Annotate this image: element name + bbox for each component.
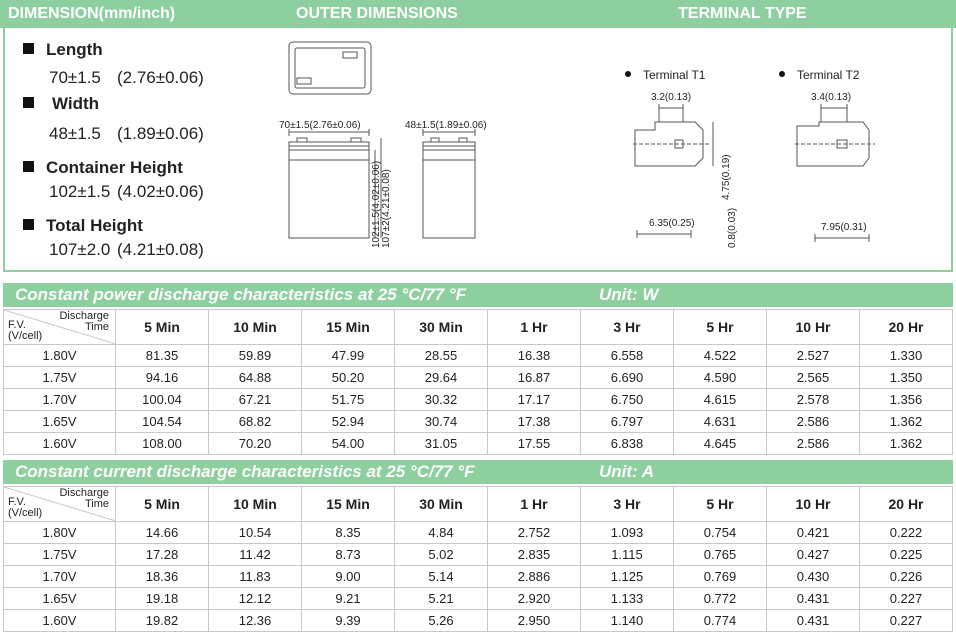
column-header: 15 Min (302, 487, 395, 522)
table-cell: 2.835 (488, 544, 581, 566)
table-cell: 6.797 (581, 411, 674, 433)
outer-dimensions-title: OUTER DIMENSIONS (296, 5, 458, 22)
table-cell: 5.02 (395, 544, 488, 566)
table-cell: 0.227 (860, 588, 953, 610)
column-header: 20 Hr (860, 487, 953, 522)
table-cell: 2.586 (767, 433, 860, 455)
table-cell: 2.527 (767, 345, 860, 367)
terminal-t1-label: Terminal T1 (625, 68, 705, 82)
table-cell: 1.125 (581, 566, 674, 588)
table-cell: 1.330 (860, 345, 953, 367)
terminal-t1-thickness (721, 200, 741, 260)
table-cell: 4.522 (674, 345, 767, 367)
column-header: 1 Hr (488, 310, 581, 345)
front-width-label: 70±1.5(2.76±0.06) (279, 120, 361, 131)
table-cell: 0.769 (674, 566, 767, 588)
table-cell: 6.690 (581, 367, 674, 389)
table-cell: 1.350 (860, 367, 953, 389)
table-cell: 4.615 (674, 389, 767, 411)
table-cell: 8.35 (302, 522, 395, 544)
final-voltage-cell: 1.70V (4, 566, 116, 588)
dimension-title: DIMENSION(mm/inch) (8, 5, 176, 22)
final-voltage-cell: 1.80V (4, 522, 116, 544)
terminal-type-title: TERMINAL TYPE (678, 5, 807, 22)
table-row (4, 522, 953, 544)
table-cell: 1.362 (860, 433, 953, 455)
table-cell: 5.14 (395, 566, 488, 588)
table-cell: 0.772 (674, 588, 767, 610)
table-cell: 1.133 (581, 588, 674, 610)
final-voltage-cell: 1.65V (4, 411, 116, 433)
corner-cell: Discharge Time F.V. (V/cell) (4, 487, 116, 522)
table-cell: 0.222 (860, 522, 953, 544)
table-cell: 2.578 (767, 389, 860, 411)
current-table-band (3, 460, 953, 484)
spec-container-height: Container Height 102±1.5 (4.02±0.06) (23, 158, 183, 178)
table-cell: 31.05 (395, 433, 488, 455)
table-header-row (4, 487, 953, 522)
spec-width: Width 48±1.5 (1.89±0.06) (23, 94, 99, 114)
table-row (4, 588, 953, 610)
table-cell: 4.645 (674, 433, 767, 455)
terminal-t2-label: Terminal T2 (779, 68, 859, 82)
power-table-unit: Unit: W (599, 285, 659, 304)
table-cell: 2.752 (488, 522, 581, 544)
dimension-header-band (0, 0, 956, 28)
bullet-icon (23, 219, 34, 230)
final-voltage-cell: 1.70V (4, 389, 116, 411)
column-header: 1 Hr (488, 487, 581, 522)
outer-dimensions-drawing (273, 38, 513, 250)
table-cell: 1.140 (581, 610, 674, 632)
bullet-icon (23, 97, 34, 108)
dot-icon (625, 71, 631, 77)
table-cell: 11.83 (209, 566, 302, 588)
table-cell: 64.88 (209, 367, 302, 389)
column-header: 5 Min (116, 310, 209, 345)
current-discharge-table (3, 486, 953, 632)
column-header: 3 Hr (581, 487, 674, 522)
column-header: 5 Hr (674, 310, 767, 345)
t2-bottom-dim: 7.95(0.31) (821, 222, 867, 233)
column-header: 30 Min (395, 487, 488, 522)
table-cell: 9.21 (302, 588, 395, 610)
table-cell: 17.17 (488, 389, 581, 411)
t2-top-dim: 3.4(0.13) (811, 92, 852, 103)
column-header: 10 Hr (767, 487, 860, 522)
table-cell: 1.093 (581, 522, 674, 544)
table-cell: 0.765 (674, 544, 767, 566)
table-cell: 1.115 (581, 544, 674, 566)
table-cell: 6.558 (581, 345, 674, 367)
table-cell: 16.38 (488, 345, 581, 367)
current-table-unit: Unit: A (599, 462, 655, 481)
column-header: 3 Hr (581, 310, 674, 345)
front-view-outline (289, 129, 381, 238)
table-cell: 10.54 (209, 522, 302, 544)
table-cell: 4.84 (395, 522, 488, 544)
table-cell: 70.20 (209, 433, 302, 455)
table-cell: 2.920 (488, 588, 581, 610)
power-discharge-table (3, 309, 953, 455)
table-cell: 2.950 (488, 610, 581, 632)
table-cell: 68.82 (209, 411, 302, 433)
table-cell: 19.82 (116, 610, 209, 632)
table-cell: 50.20 (302, 367, 395, 389)
table-cell: 0.430 (767, 566, 860, 588)
table-cell: 12.12 (209, 588, 302, 610)
table-cell: 5.21 (395, 588, 488, 610)
table-cell: 18.36 (116, 566, 209, 588)
table-cell: 81.35 (116, 345, 209, 367)
table-cell: 17.28 (116, 544, 209, 566)
column-header: 20 Hr (860, 310, 953, 345)
final-voltage-cell: 1.65V (4, 588, 116, 610)
table-cell: 0.754 (674, 522, 767, 544)
final-voltage-cell: 1.75V (4, 367, 116, 389)
table-cell: 2.586 (767, 411, 860, 433)
table-cell: 1.356 (860, 389, 953, 411)
bullet-icon (23, 161, 34, 172)
table-cell: 0.774 (674, 610, 767, 632)
t1-bottom-dim: 6.35(0.25) (649, 218, 695, 229)
table-cell: 4.590 (674, 367, 767, 389)
table-cell: 47.99 (302, 345, 395, 367)
height-label-1: 102±1.5(4.02±0.06) (371, 160, 382, 248)
t1-top-dim: 3.2(0.13) (651, 92, 692, 103)
table-cell: 0.427 (767, 544, 860, 566)
spec-total-height: Total Height 107±2.0 (4.21±0.08) (23, 216, 143, 236)
column-header: 10 Min (209, 310, 302, 345)
t1-side-dim: 4.75(0.19) (721, 154, 732, 200)
table-header-row (4, 310, 953, 345)
dot-icon (779, 71, 785, 77)
table-cell: 8.73 (302, 544, 395, 566)
table-cell: 2.565 (767, 367, 860, 389)
height-label-2: 107±2(4.21±0.08) (381, 169, 392, 248)
table-cell: 30.32 (395, 389, 488, 411)
table-row (4, 566, 953, 588)
table-cell: 94.16 (116, 367, 209, 389)
t1-thick-dim: 0.8(0.03) (727, 207, 738, 248)
side-view-outline (423, 129, 475, 238)
table-cell: 9.39 (302, 610, 395, 632)
table-cell: 17.55 (488, 433, 581, 455)
final-voltage-cell: 1.60V (4, 610, 116, 632)
dimensions-panel (3, 28, 953, 272)
table-cell: 0.431 (767, 588, 860, 610)
table-cell: 17.38 (488, 411, 581, 433)
table-cell: 0.431 (767, 610, 860, 632)
table-cell: 0.227 (860, 610, 953, 632)
table-cell: 0.421 (767, 522, 860, 544)
power-table-band (3, 283, 953, 307)
table-cell: 0.225 (860, 544, 953, 566)
table-cell: 6.750 (581, 389, 674, 411)
corner-cell: Discharge Time F.V. (V/cell) (4, 310, 116, 345)
final-voltage-cell: 1.80V (4, 345, 116, 367)
table-cell: 9.00 (302, 566, 395, 588)
table-cell: 52.94 (302, 411, 395, 433)
table-row (4, 544, 953, 566)
side-width-label: 48±1.5(1.89±0.06) (405, 120, 487, 131)
table-cell: 104.54 (116, 411, 209, 433)
table-row (4, 411, 953, 433)
table-cell: 6.838 (581, 433, 674, 455)
column-header: 15 Min (302, 310, 395, 345)
table-cell: 11.42 (209, 544, 302, 566)
table-cell: 5.26 (395, 610, 488, 632)
table-row (4, 610, 953, 632)
column-header: 5 Min (116, 487, 209, 522)
table-cell: 100.04 (116, 389, 209, 411)
column-header: 10 Min (209, 487, 302, 522)
final-voltage-cell: 1.75V (4, 544, 116, 566)
table-cell: 54.00 (302, 433, 395, 455)
table-cell: 108.00 (116, 433, 209, 455)
column-header: 5 Hr (674, 487, 767, 522)
table-cell: 14.66 (116, 522, 209, 544)
table-cell: 12.36 (209, 610, 302, 632)
table-cell: 29.64 (395, 367, 488, 389)
table-cell: 2.886 (488, 566, 581, 588)
table-row (4, 389, 953, 411)
table-cell: 59.89 (209, 345, 302, 367)
terminal-t2-drawing (785, 86, 895, 246)
table-row (4, 433, 953, 455)
table-cell: 67.21 (209, 389, 302, 411)
table-row (4, 367, 953, 389)
table-cell: 28.55 (395, 345, 488, 367)
top-view-outline (289, 42, 371, 94)
column-header: 10 Hr (767, 310, 860, 345)
table-cell: 16.87 (488, 367, 581, 389)
table-cell: 19.18 (116, 588, 209, 610)
terminal-t1-drawing (625, 86, 735, 246)
table-cell: 4.631 (674, 411, 767, 433)
spec-length: Length 70±1.5 (2.76±0.06) (23, 40, 103, 60)
power-table-title: Constant power discharge characteristics at 25 °C/77 °F (15, 285, 467, 304)
table-cell: 51.75 (302, 389, 395, 411)
current-table-title: Constant current discharge characteristics at 25 °C/77 °F (15, 462, 475, 481)
table-row (4, 345, 953, 367)
final-voltage-cell: 1.60V (4, 433, 116, 455)
table-cell: 1.362 (860, 411, 953, 433)
table-cell: 0.226 (860, 566, 953, 588)
bullet-icon (23, 43, 34, 54)
column-header: 30 Min (395, 310, 488, 345)
table-cell: 30.74 (395, 411, 488, 433)
